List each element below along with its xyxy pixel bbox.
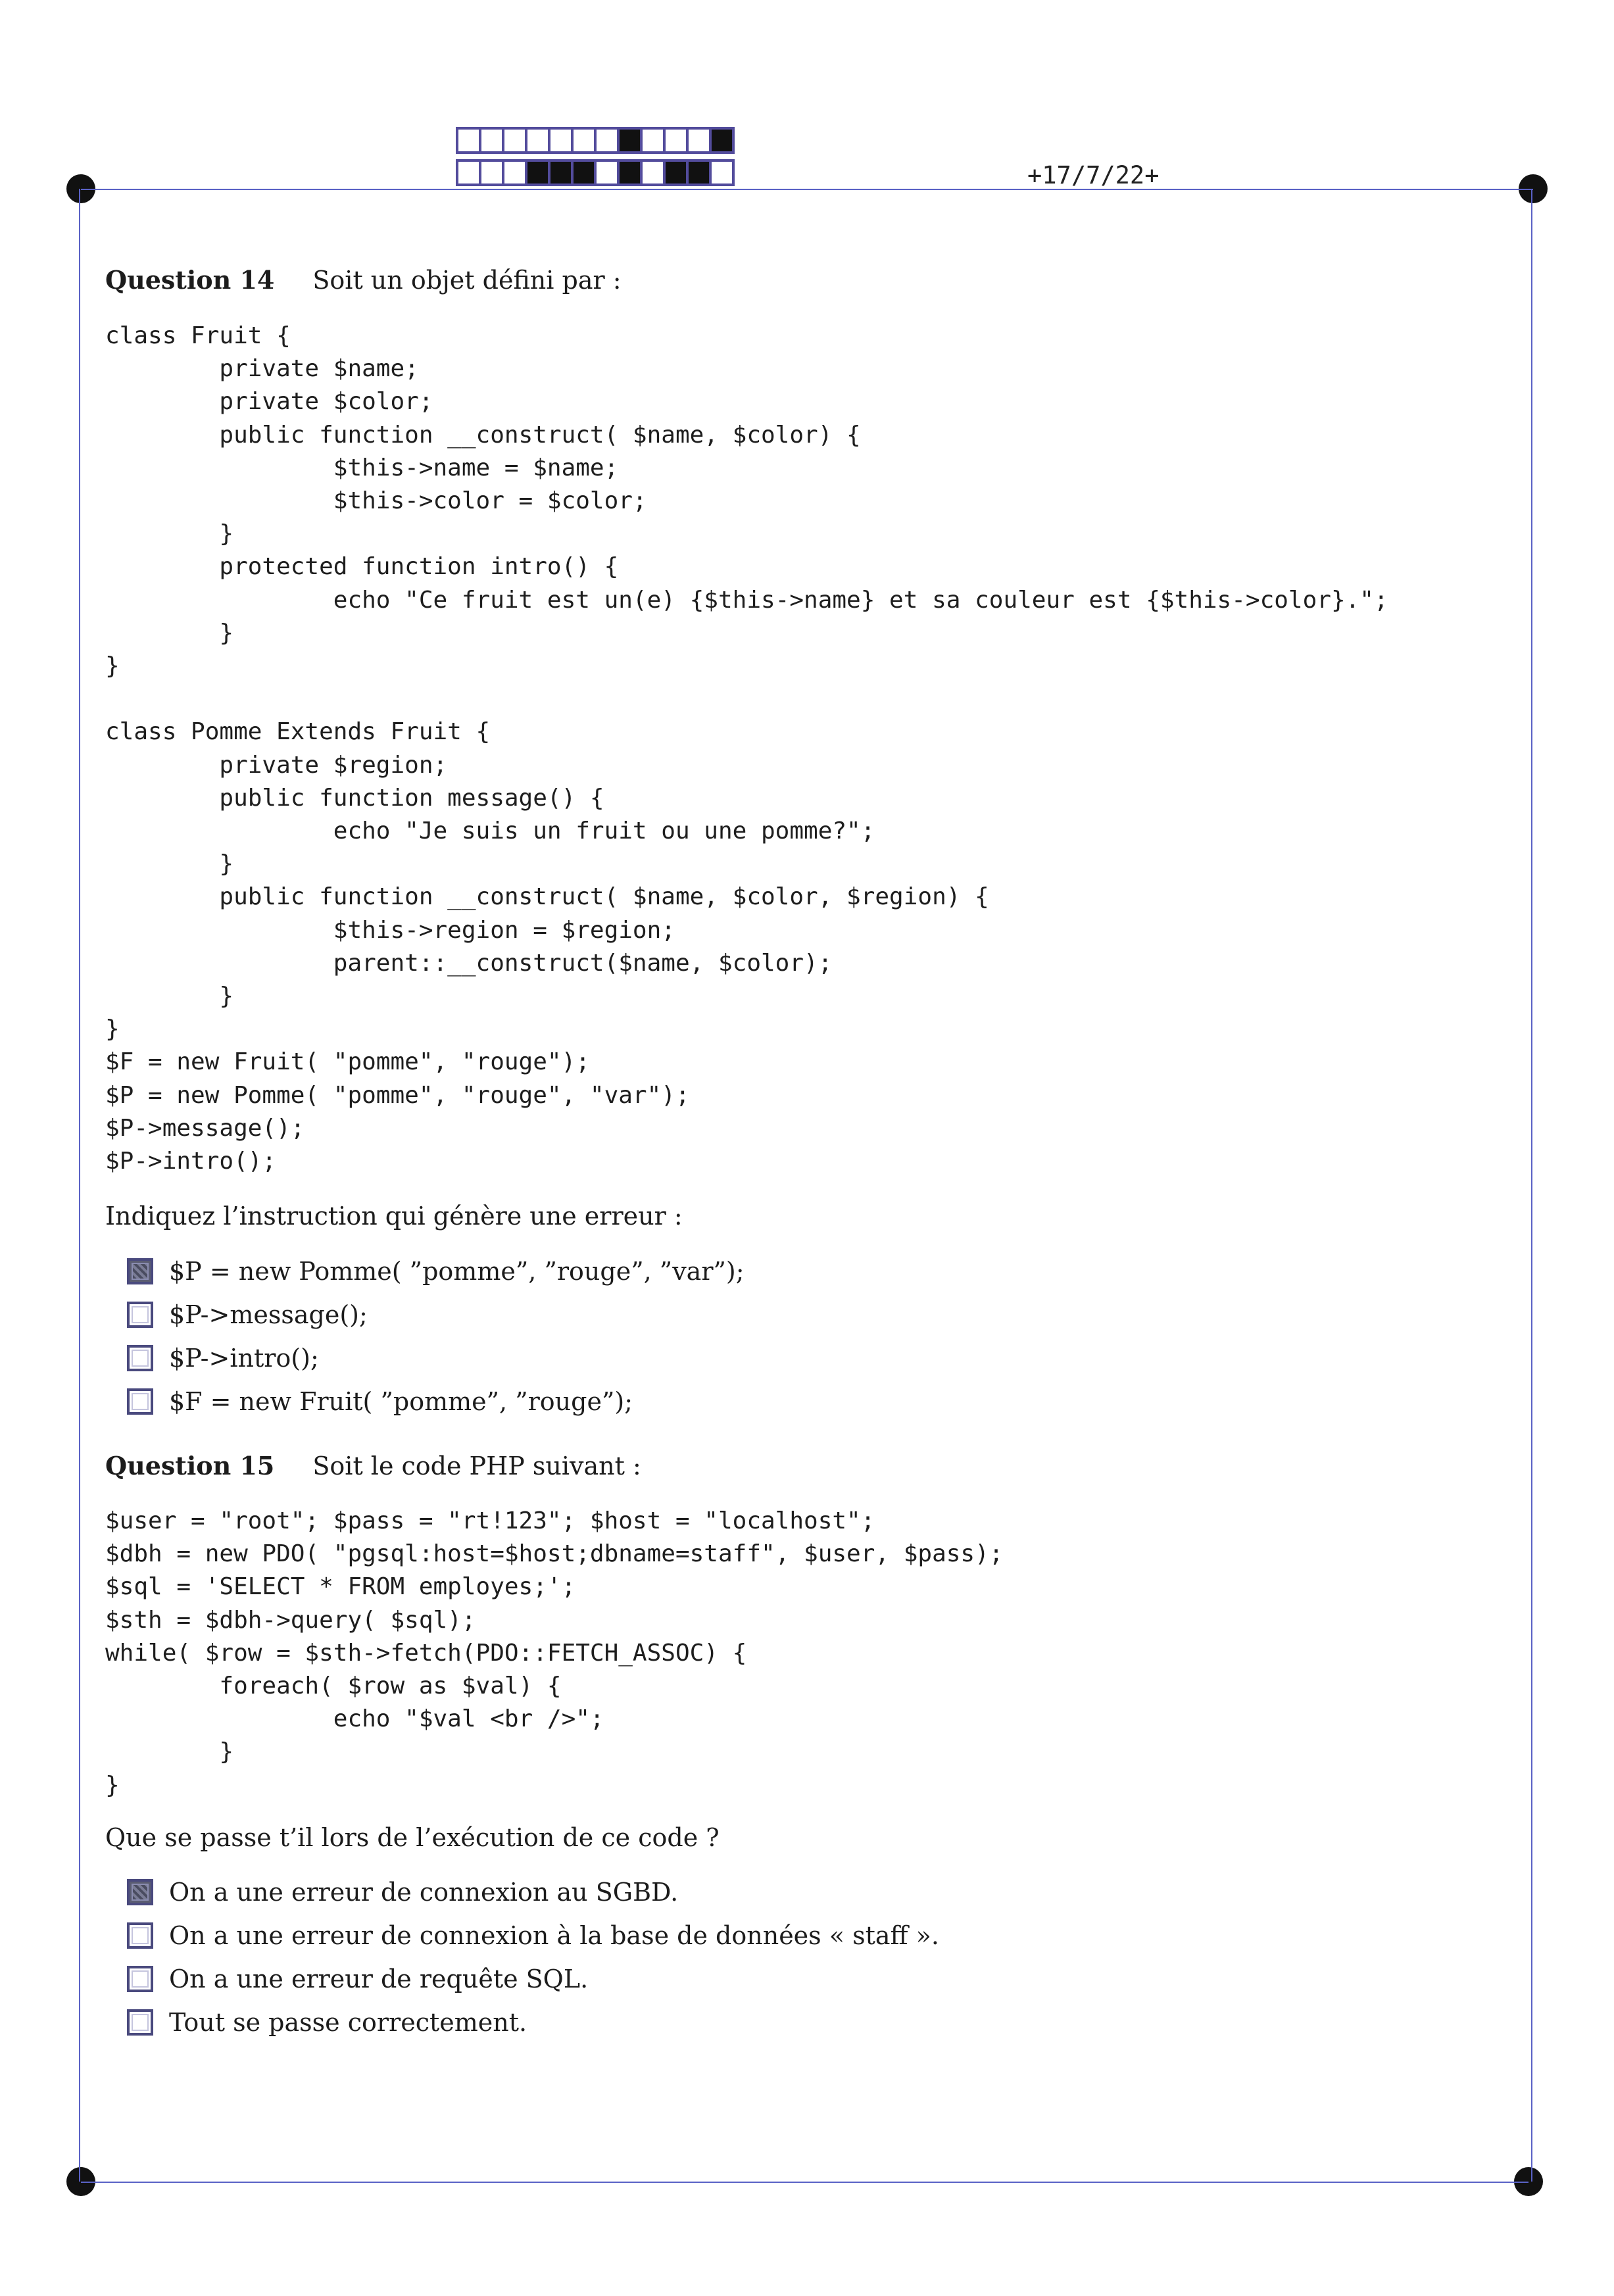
- barcode-cell: [709, 159, 735, 186]
- answer-text: $F = new Fruit( ”pomme”, ”rouge”);: [169, 1387, 633, 1416]
- answer-text: Tout se passe correctement.: [169, 2008, 527, 2037]
- answer-choice: [127, 1957, 939, 2001]
- question-15-prompt: Que se passe t’il lors de l’exécution de ce code ?: [105, 1823, 720, 1852]
- barcode-cell: [525, 127, 550, 154]
- answer-checkbox[interactable]: [127, 2009, 153, 2036]
- barcode-cell: [479, 159, 504, 186]
- answer-text: On a une erreur de connexion au SGBD.: [169, 1878, 679, 1907]
- barcode-cell: [686, 159, 712, 186]
- barcode-cell: [571, 127, 597, 154]
- answer-checkbox[interactable]: [127, 1922, 153, 1949]
- code-block-q15: $user = "root"; $pass = "rt!123"; $host = "localhost"; $dbh = new PDO( "pgsql:host=$host;dbname=staff", $user, $pass); $sql = 'SELECT * FROM employes;'; $sth = $dbh->query( $sql); while( $row = $sth->fetch(PDO::FETCH_ASSOC) { foreach( $row as $val) { echo "$val <br />"; } }: [105, 1507, 1004, 1799]
- question-15-header: [105, 1451, 641, 1480]
- question-number: Question 15: [105, 1451, 275, 1480]
- barcode-cell: [709, 127, 735, 154]
- answer-list-q15: [127, 1870, 939, 2044]
- barcode-cell: [456, 127, 481, 154]
- answer-choice: [127, 1914, 939, 1957]
- answer-text: $P->message();: [169, 1300, 368, 1329]
- barcode-cell: [571, 159, 597, 186]
- frame-line-right: [1531, 189, 1532, 2182]
- answer-checkbox[interactable]: [127, 1302, 153, 1328]
- answer-choice: [127, 1293, 745, 1336]
- barcode-cell: [663, 127, 689, 154]
- question-14-header: [105, 265, 622, 295]
- barcode-row-1: [456, 127, 732, 154]
- barcode-cell: [548, 159, 574, 186]
- frame-line-bottom: [81, 2182, 1528, 2183]
- answer-text: $P = new Pomme( ”pomme”, ”rouge”, ”var”);: [169, 1257, 745, 1286]
- answer-checkbox[interactable]: [127, 1258, 153, 1284]
- barcode-cell: [548, 127, 574, 154]
- page-id: +17/7/22+: [1027, 161, 1160, 189]
- answer-choice: [127, 1380, 745, 1423]
- answer-choice: [127, 1250, 745, 1293]
- question-14-prompt: Indiquez l’instruction qui génère une erreur :: [105, 1202, 683, 1231]
- frame-line-left: [79, 189, 80, 2182]
- answer-list-q14: [127, 1250, 745, 1423]
- barcode-row-2: [456, 159, 732, 186]
- code-block-q14: class Fruit { private $name; private $color; public function __construct( $name, $color) { $this->name = $name; $this->color = $color; } protected function intro() { echo "Ce fruit est un(e) {$this->name} et sa couleur est {$this->color}."; } } class Pomme Extends Fruit { private $region; public function message() { echo "Je suis un fruit ou une pomme?"; } public function __construct( $name, $color, $region) { $this->region = $region; parent::__construct($name, $color); } } $F = new Fruit( "pomme", "rouge"); $P = new Pomme( "pomme", "rouge", "var"); $P->message(); $P->intro();: [105, 322, 1388, 1175]
- answer-checkbox[interactable]: [127, 1966, 153, 1992]
- barcode-cell: [594, 159, 620, 186]
- answer-checkbox[interactable]: [127, 1388, 153, 1415]
- question-intro: Soit le code PHP suivant :: [312, 1452, 641, 1480]
- answer-text: On a une erreur de connexion à la base de données « staff ».: [169, 1921, 939, 1950]
- answer-choice: [127, 1336, 745, 1380]
- barcode-cell: [479, 127, 504, 154]
- barcode-cell: [594, 127, 620, 154]
- answer-choice: [127, 1870, 939, 1914]
- question-intro: Soit un objet défini par :: [312, 266, 622, 295]
- answer-choice: [127, 2001, 939, 2044]
- barcode-cell: [525, 159, 550, 186]
- barcode-cell: [456, 159, 481, 186]
- barcode-cell: [617, 127, 643, 154]
- answer-text: $P->intro();: [169, 1344, 319, 1373]
- barcode-cell: [686, 127, 712, 154]
- barcode-cell: [640, 127, 666, 154]
- barcode-cell: [663, 159, 689, 186]
- barcode-cell: [640, 159, 666, 186]
- barcode-cell: [502, 127, 527, 154]
- frame-line-top: [81, 189, 1533, 190]
- barcode-cell: [617, 159, 643, 186]
- answer-checkbox[interactable]: [127, 1879, 153, 1905]
- barcode-cell: [502, 159, 527, 186]
- answer-text: On a une erreur de requête SQL.: [169, 1965, 589, 1993]
- question-number: Question 14: [105, 265, 275, 295]
- answer-checkbox[interactable]: [127, 1345, 153, 1371]
